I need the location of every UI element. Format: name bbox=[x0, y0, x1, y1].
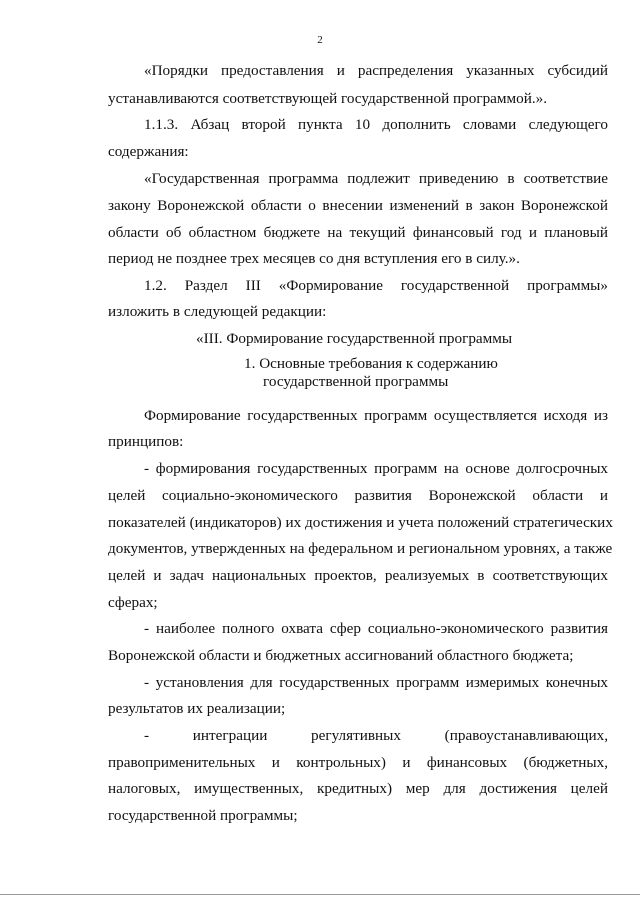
text-line: «Порядки предоставления и распределения указанных субсидий bbox=[144, 62, 608, 79]
list-item-line: целей социально-экономического развития Воронежской области и bbox=[108, 487, 608, 504]
subsection-heading: государственной программы bbox=[263, 373, 449, 390]
list-item-line: Воронежской области и бюджетных ассигнований областного бюджета; bbox=[108, 647, 574, 664]
list-item-line: - установления для государственных программ измеримых конечных bbox=[144, 674, 608, 691]
list-item-line: целей и задач национальных проектов, реализуемых в соответствующих bbox=[108, 567, 608, 584]
page-number: 2 bbox=[317, 34, 323, 46]
list-item-line: налоговых, имущественных, кредитных) мер для достижения целей bbox=[108, 780, 608, 797]
list-item-line: результатов их реализации; bbox=[108, 700, 286, 717]
list-item-line: документов, утвержденных на федеральном и региональном уровнях, а также bbox=[108, 540, 613, 557]
text-line: принципов: bbox=[108, 433, 184, 450]
text-line: Формирование государственных программ осуществляется исходя из bbox=[144, 407, 608, 424]
list-item-line: - интеграции регулятивных (правоустанавливающих, bbox=[144, 727, 608, 744]
list-item-line: сферах; bbox=[108, 594, 158, 611]
text-line: устанавливаются соответствующей государственной программой.». bbox=[108, 90, 548, 107]
text-line: «Государственная программа подлежит приведению в соответствие bbox=[144, 170, 608, 187]
text-line: закону Воронежской области о внесении изменений в закон Воронежской bbox=[108, 197, 608, 214]
subsection-heading: 1. Основные требования к содержанию bbox=[244, 355, 498, 372]
text-line: период не позднее трех месяцев со дня вступления его в силу.». bbox=[108, 250, 520, 267]
list-item-line: - наиболее полного охвата сфер социально-экономического развития bbox=[144, 620, 608, 637]
page-bottom-rule bbox=[0, 894, 640, 895]
list-item-line: государственной программы; bbox=[108, 807, 298, 824]
text-line: изложить в следующей редакции: bbox=[108, 303, 327, 320]
section-heading: «III. Формирование государственной программы bbox=[196, 330, 513, 347]
text-line: 1.1.3. Абзац второй пункта 10 дополнить словами следующего bbox=[144, 116, 608, 133]
list-item-line: - формирования государственных программ на основе долгосрочных bbox=[144, 460, 608, 477]
text-line: содержания: bbox=[108, 143, 189, 160]
list-item-line: правоприменительных и контрольных) и финансовых (бюджетных, bbox=[108, 754, 608, 771]
text-line: области об областном бюджете на текущий финансовый год и плановый bbox=[108, 224, 608, 241]
text-line: 1.2. Раздел III «Формирование государственной программы» bbox=[144, 277, 608, 294]
list-item-line: показателей (индикаторов) их достижения и учета положений стратегических bbox=[108, 514, 613, 531]
